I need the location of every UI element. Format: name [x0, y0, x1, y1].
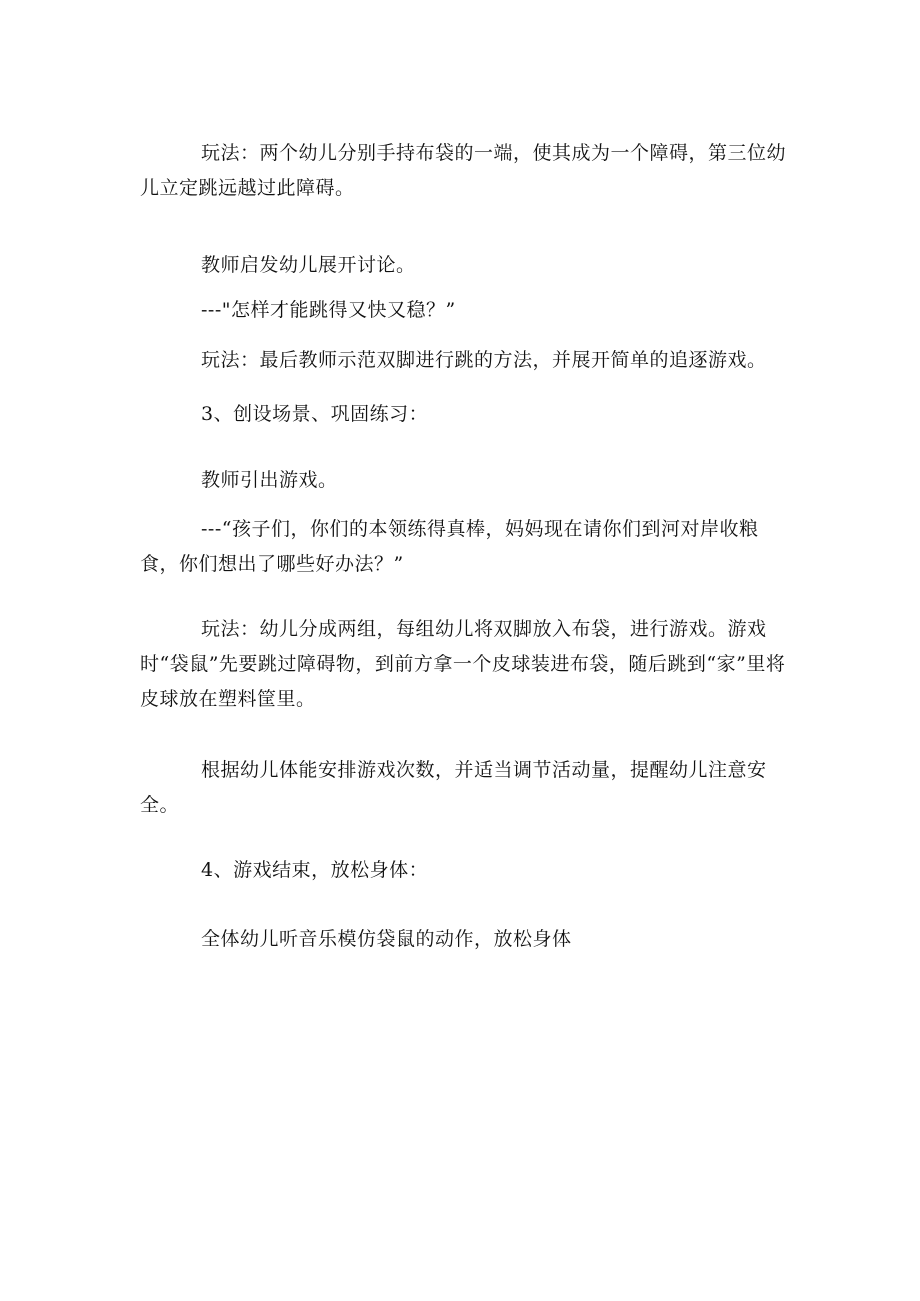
- section-heading-4: 4、游戏结束，放松身体：: [201, 859, 429, 881]
- paragraph-safety: 根据幼儿体能安排游戏次数，并适当调节活动量，提醒幼儿注意安全。: [140, 759, 767, 816]
- paragraph-relax: 全体幼儿听音乐模仿袋鼠的动作，放松身体: [201, 928, 572, 950]
- section-heading-3: 3、创设场景、巩固练习：: [201, 403, 429, 425]
- paragraph-quote-children: ---“孩子们，你们的本领练得真棒，妈妈现在请你们到河对岸收粮食，你们想出了哪些好办法？”: [140, 518, 759, 575]
- paragraph-gameplay-obstacle: 玩法：两个幼儿分别手持布袋的一端，使其成为一个障碍，第三位幼儿立定跳远越过此障碍。: [140, 142, 787, 199]
- paragraph-teacher-game: 教师引出游戏。: [201, 469, 338, 491]
- paragraph-gameplay-groups: 玩法：幼儿分成两组，每组幼儿将双脚放入布袋，进行游戏。游戏时“袋鼠”先要跳过障碍物，到前方拿一个皮球装进布袋，随后跳到“家”里将皮球放在塑料筐里。: [140, 618, 786, 710]
- paragraph-teacher-discussion: 教师启发幼儿展开讨论。: [201, 254, 416, 276]
- paragraph-gameplay-demo: 玩法：最后教师示范双脚进行跳的方法，并展开简单的追逐游戏。: [201, 349, 767, 371]
- paragraph-question-jump: ---"怎样才能跳得又快又稳？”: [201, 299, 456, 321]
